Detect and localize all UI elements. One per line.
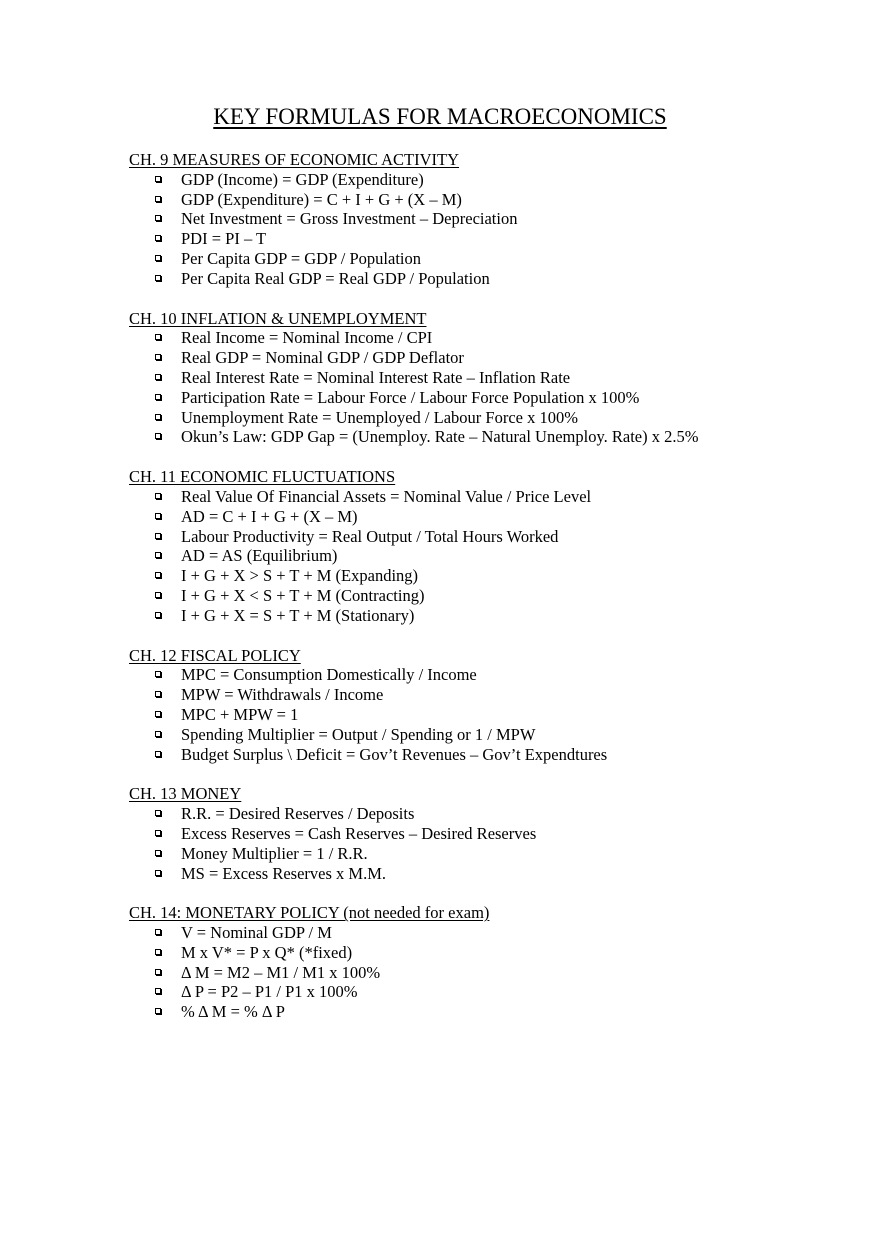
formula-text: Money Multiplier = 1 / R.R.	[181, 843, 368, 863]
formula-text: Δ P = P2 – P1 / P1 x 100%	[181, 982, 358, 1002]
formula-item	[129, 725, 869, 745]
formula-text: MS = Excess Reserves x M.M.	[181, 863, 387, 883]
formula-text: AD = C + I + G + (X – M)	[181, 506, 358, 526]
formula-text: Budget Surplus \ Deficit = Gov’t Revenues – Gov’t Expendtures	[181, 744, 608, 764]
formula-item	[129, 586, 869, 606]
formula-item	[129, 745, 869, 765]
formula-text: Okun’s Law: GDP Gap = (Unemploy. Rate – Natural Unemploy. Rate) x 2.5%	[181, 427, 699, 447]
checkbox-bullet-icon	[155, 592, 161, 598]
checkbox-bullet-icon	[155, 1008, 161, 1014]
checkbox-bullet-icon	[155, 751, 161, 757]
section-heading: CH. 13 MONEY	[129, 784, 242, 804]
formula-item	[129, 328, 869, 348]
formula-text: I + G + X > S + T + M (Expanding)	[181, 566, 419, 586]
formula-text: V = Nominal GDP / M	[181, 923, 332, 943]
formula-item	[129, 1002, 869, 1022]
formula-text: Δ M = M2 – M1 / M1 x 100%	[181, 962, 381, 982]
formula-text: GDP (Expenditure) = C + I + G + (X – M)	[181, 189, 462, 209]
formula-text: Real GDP = Nominal GDP / GDP Deflator	[181, 348, 464, 368]
formula-item	[129, 566, 869, 586]
checkbox-bullet-icon	[155, 215, 161, 221]
formula-item	[129, 209, 869, 229]
checkbox-bullet-icon	[155, 612, 161, 618]
formula-sections	[129, 150, 869, 1042]
formula-text: Real Income = Nominal Income / CPI	[181, 328, 433, 348]
section	[129, 646, 869, 765]
formula-item	[129, 864, 869, 884]
formula-text: Per Capita GDP = GDP / Population	[181, 248, 421, 268]
formula-item	[129, 824, 869, 844]
formula-text: Real Interest Rate = Nominal Interest Rate – Inflation Rate	[181, 367, 571, 387]
formula-text: PDI = PI – T	[181, 229, 267, 249]
section-heading: CH. 9 MEASURES OF ECONOMIC ACTIVITY	[129, 150, 460, 169]
formula-item	[129, 527, 869, 547]
formula-text: Excess Reserves = Cash Reserves – Desired Reserves	[181, 823, 537, 843]
formula-text: Per Capita Real GDP = Real GDP / Population	[181, 268, 490, 288]
checkbox-bullet-icon	[155, 969, 161, 975]
formula-item	[129, 170, 869, 190]
formula-text: Unemployment Rate = Unemployed / Labour Force x 100%	[181, 407, 578, 427]
checkbox-bullet-icon	[155, 671, 161, 677]
formula-item	[129, 427, 869, 447]
checkbox-bullet-icon	[155, 334, 161, 340]
section-heading: CH. 10 INFLATION & UNEMPLOYMENT	[129, 308, 427, 328]
checkbox-bullet-icon	[155, 830, 161, 836]
section-heading: CH. 12 FISCAL POLICY	[129, 645, 301, 665]
formula-list	[129, 170, 869, 289]
checkbox-bullet-icon	[155, 572, 161, 578]
formula-item	[129, 507, 869, 527]
checkbox-bullet-icon	[155, 731, 161, 737]
checkbox-bullet-icon	[155, 414, 161, 420]
section	[129, 150, 869, 289]
checkbox-bullet-icon	[155, 870, 161, 876]
formula-text: Labour Productivity = Real Output / Total Hours Worked	[181, 526, 559, 546]
formula-text: GDP (Income) = GDP (Expenditure)	[181, 169, 424, 189]
section	[129, 309, 869, 448]
checkbox-bullet-icon	[155, 988, 161, 994]
checkbox-bullet-icon	[155, 255, 161, 261]
formula-list	[129, 665, 869, 764]
checkbox-bullet-icon	[155, 850, 161, 856]
formula-text: M x V* = P x Q* (*fixed)	[181, 942, 353, 962]
formula-list	[129, 804, 869, 883]
formula-text: Real Value Of Financial Assets = Nominal Value / Price Level	[181, 486, 592, 506]
checkbox-bullet-icon	[155, 433, 161, 439]
formula-item	[129, 943, 869, 963]
formula-list	[129, 487, 869, 626]
formula-item	[129, 804, 869, 824]
checkbox-bullet-icon	[155, 235, 161, 241]
checkbox-bullet-icon	[155, 394, 161, 400]
section	[129, 903, 869, 1022]
formula-text: Participation Rate = Labour Force / Labour Force Population x 100%	[181, 387, 640, 407]
formula-item	[129, 229, 869, 249]
formula-item	[129, 368, 869, 388]
formula-item	[129, 705, 869, 725]
formula-item	[129, 546, 869, 566]
checkbox-bullet-icon	[155, 354, 161, 360]
formula-item	[129, 665, 869, 685]
checkbox-bullet-icon	[155, 533, 161, 539]
formula-item	[129, 190, 869, 210]
formula-text: I + G + X < S + T + M (Contracting)	[181, 585, 425, 605]
formula-text: R.R. = Desired Reserves / Deposits	[181, 804, 415, 824]
checkbox-bullet-icon	[155, 275, 161, 281]
formula-text: MPW = Withdrawals / Income	[181, 685, 384, 705]
formula-item	[129, 408, 869, 428]
formula-item	[129, 606, 869, 626]
checkbox-bullet-icon	[155, 552, 161, 558]
checkbox-bullet-icon	[155, 949, 161, 955]
formula-item	[129, 982, 869, 1002]
formula-text: % Δ M = % Δ P	[181, 1002, 285, 1022]
formula-list	[129, 923, 869, 1022]
page-title: KEY FORMULAS FOR MACROECONOMICS	[213, 104, 667, 129]
formula-item	[129, 348, 869, 368]
formula-text: MPC + MPW = 1	[181, 704, 299, 724]
formula-item	[129, 249, 869, 269]
checkbox-bullet-icon	[155, 810, 161, 816]
formula-item	[129, 487, 869, 507]
formula-item	[129, 685, 869, 705]
checkbox-bullet-icon	[155, 691, 161, 697]
formula-item	[129, 388, 869, 408]
checkbox-bullet-icon	[155, 929, 161, 935]
formula-item	[129, 923, 869, 943]
section-heading: CH. 11 ECONOMIC FLUCTUATIONS	[129, 467, 396, 487]
checkbox-bullet-icon	[155, 196, 161, 202]
checkbox-bullet-icon	[155, 374, 161, 380]
formula-item	[129, 269, 869, 289]
section-heading: CH. 14: MONETARY POLICY (not needed for exam)	[129, 903, 490, 923]
section	[129, 784, 869, 883]
formula-text: Spending Multiplier = Output / Spending or 1 / MPW	[181, 724, 536, 744]
formula-item	[129, 963, 869, 983]
formula-text: I + G + X = S + T + M (Stationary)	[181, 605, 415, 625]
formula-item	[129, 844, 869, 864]
formula-text: Net Investment = Gross Investment – Depreciation	[181, 209, 518, 229]
checkbox-bullet-icon	[155, 711, 161, 717]
formula-list	[129, 328, 869, 447]
section	[129, 467, 869, 625]
checkbox-bullet-icon	[155, 513, 161, 519]
formula-text: MPC = Consumption Domestically / Income	[181, 665, 477, 685]
checkbox-bullet-icon	[155, 176, 161, 182]
checkbox-bullet-icon	[155, 493, 161, 499]
formula-text: AD = AS (Equilibrium)	[181, 546, 338, 566]
